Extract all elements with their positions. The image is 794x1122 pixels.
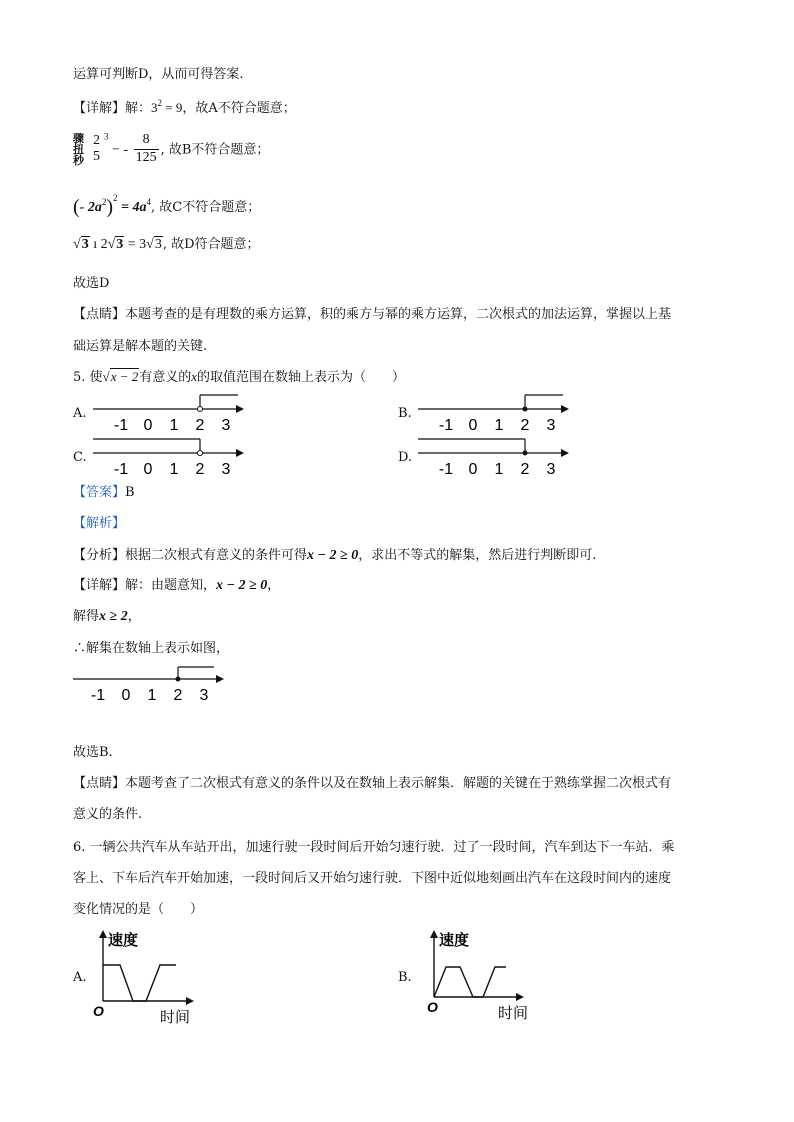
math-expression: $3^2 = 9$ <box>151 98 183 115</box>
answer-value: B <box>125 485 135 500</box>
tick-label: 3 <box>546 461 556 478</box>
text: 解： <box>125 101 152 116</box>
answer-choice-line: 故选B. <box>73 745 113 760</box>
tick-label: 0 <box>121 687 131 704</box>
remark-tag: 【点睛】 <box>73 307 126 322</box>
x-axis-label: 时间 <box>498 1005 529 1022</box>
option-a-label: A. <box>73 406 87 421</box>
detail-tag: 【详解】 <box>73 101 126 116</box>
y-axis-label: 速度 <box>108 932 139 949</box>
answer-tag: 【答案】 <box>73 485 126 500</box>
garbled-glyphs: 骤 扭 秒 <box>73 131 84 167</box>
tick-label: -1 <box>113 461 129 478</box>
origin-label: O <box>93 1003 104 1019</box>
radical: √x − 2 <box>102 369 139 384</box>
remark-line <box>73 307 671 323</box>
tick-label: 2 <box>195 417 205 434</box>
math-expression: (- $2a^2)^2 = 4a^4$ <box>73 193 151 218</box>
detail-line: 【详解】解：由题意知，x − 2 ≥ 0， <box>73 578 281 593</box>
fraction: $\frac{8}{125}$ <box>135 132 157 165</box>
option-c-label: C. <box>73 450 87 465</box>
tick-label: 1 <box>169 461 179 478</box>
number-line-d <box>413 436 578 491</box>
operator: − - <box>108 142 132 158</box>
tick-label: -1 <box>90 687 106 704</box>
number-line-c <box>88 436 248 491</box>
remark-line: 【点睛】本题考查了二次根式有意义的条件以及在数轴上表示解集．解题的关键在于熟练掌握二次根式有 <box>73 776 672 791</box>
tick-label: 1 <box>494 461 504 478</box>
detail-line-d <box>73 236 260 254</box>
tick-label: 0 <box>468 461 478 478</box>
tick-label: 0 <box>143 417 153 434</box>
exponent: 3 <box>104 131 109 142</box>
graph-b-label: B. <box>398 970 412 985</box>
speed-time-graph-a <box>88 928 218 1028</box>
x-axis-label: 时间 <box>160 1009 191 1026</box>
tick-label: 0 <box>143 461 153 478</box>
tick-label: 3 <box>199 687 209 704</box>
text-line: 运算可判断D，从而可得答案. <box>73 67 244 82</box>
text-line: ∴解集在数轴上表示如图， <box>73 641 230 656</box>
text: ，故A不符合题意； <box>182 101 296 116</box>
detail-line-c <box>73 195 260 219</box>
text: 本题考查的是有理数的乘方运算，积的乘方与幂的乘方运算，二次根式的加法运算，掌握以上基 <box>125 307 672 322</box>
detail-line-b <box>73 132 269 167</box>
tick-label: 2 <box>520 417 530 434</box>
tick-label: -1 <box>438 417 454 434</box>
question-5-stem: 5. 使√x − 2有意义的x的取值范围在数轴上表示为（ ） <box>73 369 406 385</box>
text: , 故D符合题意； <box>162 237 260 252</box>
tick-label: 2 <box>173 687 183 704</box>
question-6-stem: 客上、下车后汽车开始加速，一段时间后又开始匀速行驶．下图中近似地刻画出汽车在这段时间内的速度 <box>73 871 672 886</box>
tick-label: 2 <box>195 461 205 478</box>
question-6-stem: 变化情况的是（ ） <box>73 902 204 917</box>
tick-label: 3 <box>221 417 231 434</box>
tick-label: 1 <box>494 417 504 434</box>
option-b-label: B. <box>398 406 412 421</box>
speed-time-graph-b <box>418 926 548 1026</box>
graph-a-label: A. <box>73 970 87 985</box>
analysis-line: 【分析】根据二次根式有意义的条件可得x − 2 ≥ 0，求出不等式的解集，然后进行判断即可. <box>73 548 597 563</box>
text: , 故C不符合题意； <box>151 200 261 215</box>
y-axis-label: 速度 <box>439 932 470 949</box>
answer-line <box>73 485 135 501</box>
tick-label: 3 <box>221 461 231 478</box>
question-6-stem: 6. 一辆公共汽车从车站开出，加速行驶一段时间后开始匀速行驶．过了一段时间，汽车到达下一车站．乘 <box>73 840 675 855</box>
number-line-solution <box>68 664 233 709</box>
detail-line-a <box>73 100 296 117</box>
math-expression: √3 ı 2√3 = 3√3 <box>73 237 162 252</box>
tick-label: -1 <box>438 461 454 478</box>
origin-label: O <box>427 999 438 1015</box>
tick-label: 3 <box>546 417 556 434</box>
analysis-tag: 【解析】 <box>73 516 126 531</box>
text: , 故B不符合题意； <box>160 142 270 158</box>
tick-label: 1 <box>147 687 157 704</box>
option-d-label: D. <box>398 450 413 465</box>
tick-label: -1 <box>113 417 129 434</box>
fraction: 2 5 <box>93 132 100 165</box>
text-line: 意义的条件. <box>73 807 143 822</box>
text-line: 础运算是解本题的关键. <box>73 339 208 354</box>
answer-choice-line: 故选D <box>73 276 110 291</box>
tick-label: 1 <box>169 417 179 434</box>
tick-label: 0 <box>468 417 478 434</box>
solve-line: 解得x ≥ 2， <box>73 609 141 624</box>
tick-label: 2 <box>520 461 530 478</box>
